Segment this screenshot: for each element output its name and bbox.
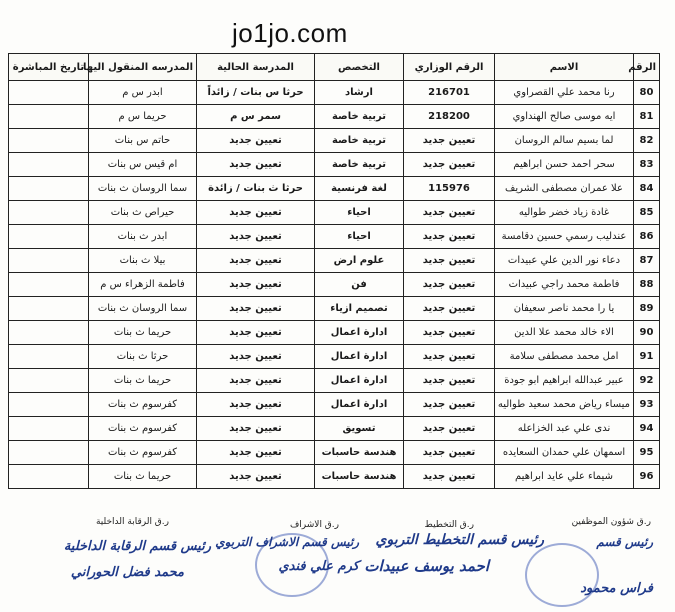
row-specialty: تربية خاصة (315, 153, 404, 177)
row-name: امل محمد مصطفى سلامة (495, 345, 634, 369)
row-number: 82 (634, 129, 660, 153)
row-start-date (9, 153, 89, 177)
signature-planning-head: رئيس قسم التخطيط التربوي (375, 532, 544, 548)
row-new-school: حريما ث بنات (89, 321, 197, 345)
row-current-school: تعيين جديد (197, 465, 315, 489)
table-row (9, 153, 660, 177)
table-row (9, 225, 660, 249)
table-row (9, 345, 660, 369)
row-ministry-no: تعيين جديد (404, 345, 495, 369)
row-new-school: حريما ث بنات (89, 369, 197, 393)
row-specialty: تربية خاصة (315, 105, 404, 129)
row-specialty: علوم ارض (315, 249, 404, 273)
row-name: علا عمران مصطفى الشريف (495, 177, 634, 201)
row-number: 91 (634, 345, 660, 369)
row-number: 88 (634, 273, 660, 297)
row-number: 92 (634, 369, 660, 393)
row-start-date (9, 201, 89, 225)
row-number: 96 (634, 465, 660, 489)
row-number: 81 (634, 105, 660, 129)
row-start-date (9, 393, 89, 417)
row-start-date (9, 417, 89, 441)
role-internal-audit: ر.ق الرقابة الداخلية (95, 517, 169, 527)
row-specialty: احياء (315, 225, 404, 249)
row-start-date (9, 465, 89, 489)
row-current-school: حرثا س بنات / زائداً (197, 81, 315, 105)
row-ministry-no: تعيين جديد (404, 465, 495, 489)
header-new-school: المدرسه المنقول اليها (89, 54, 197, 81)
table-row (9, 441, 660, 465)
row-name: ندى علي عبد الخزاعله (495, 417, 634, 441)
row-specialty: هندسة حاسبات (315, 465, 404, 489)
row-name: دعاء نور الدين علي عبيدات (495, 249, 634, 273)
row-name: شيماء علي عايد ابراهيم (495, 465, 634, 489)
row-new-school: سما الروسان ث بنات (89, 297, 197, 321)
row-start-date (9, 321, 89, 345)
row-start-date (9, 249, 89, 273)
row-specialty: ادارة اعمال (315, 345, 404, 369)
watermark-text: jo1jo.com (232, 18, 348, 48)
row-start-date (9, 297, 89, 321)
row-name: الاء خالد محمد علا الدين (495, 321, 634, 345)
row-new-school: بيلا ث بنات (89, 249, 197, 273)
row-number: 94 (634, 417, 660, 441)
table-header-row (9, 54, 660, 81)
row-current-school: تعيين جديد (197, 441, 315, 465)
row-ministry-no: تعيين جديد (404, 249, 495, 273)
header-specialty: التخصص (315, 54, 404, 81)
row-ministry-no: تعيين جديد (404, 393, 495, 417)
row-current-school: تعيين جديد (197, 393, 315, 417)
table-row (9, 417, 660, 441)
row-ministry-no: 218200 (404, 105, 495, 129)
row-start-date (9, 345, 89, 369)
row-start-date (9, 273, 89, 297)
row-ministry-no: تعيين جديد (404, 297, 495, 321)
row-specialty: لغة فرنسية (315, 177, 404, 201)
row-number: 80 (634, 81, 660, 105)
row-new-school: ابدر س م (89, 81, 197, 105)
row-specialty: هندسة حاسبات (315, 441, 404, 465)
row-start-date (9, 105, 89, 129)
table-row (9, 273, 660, 297)
row-ministry-no: تعيين جديد (404, 369, 495, 393)
row-name: لما بسيم سالم الروسان (495, 129, 634, 153)
row-number: 86 (634, 225, 660, 249)
row-new-school: حاتم س بنات (89, 129, 197, 153)
row-current-school: تعيين جديد (197, 297, 315, 321)
table-row (9, 201, 660, 225)
row-name: غادة زياد خضر طواليه (495, 201, 634, 225)
row-number: 90 (634, 321, 660, 345)
table-row (9, 177, 660, 201)
row-current-school: تعيين جديد (197, 273, 315, 297)
row-number: 85 (634, 201, 660, 225)
official-stamp (525, 543, 599, 607)
header-name: الاسم (495, 54, 634, 81)
row-new-school: ابدر ث بنات (89, 225, 197, 249)
row-new-school: ام قيس س بنات (89, 153, 197, 177)
signature-hr-name: فراس محمود (580, 581, 653, 596)
row-current-school: تعيين جديد (197, 225, 315, 249)
row-ministry-no: تعيين جديد (404, 321, 495, 345)
signature-supervision-head: رئيس قسم الاشراف التربوي (215, 535, 359, 549)
row-specialty: ادارة اعمال (315, 369, 404, 393)
row-name: فاطمة محمد راجي عبيدات (495, 273, 634, 297)
row-new-school: حريما ث بنات (89, 465, 197, 489)
row-new-school: كفرسوم ث بنات (89, 393, 197, 417)
row-new-school: كفرسوم ث بنات (89, 417, 197, 441)
row-number: 87 (634, 249, 660, 273)
row-new-school: حرثا ث بنات (89, 345, 197, 369)
row-new-school: حيراص ث بنات (89, 201, 197, 225)
signature-hr-head: رئيس قسم (596, 535, 653, 549)
table-row (9, 249, 660, 273)
table-row (9, 465, 660, 489)
signature-audit-head: رئيس قسم الرقابة الداخلية (63, 539, 211, 554)
row-start-date (9, 441, 89, 465)
row-number: 93 (634, 393, 660, 417)
row-start-date (9, 81, 89, 105)
staff-transfer-table (8, 53, 660, 489)
table-row (9, 81, 660, 105)
table-row (9, 393, 660, 417)
row-specialty: ادارة اعمال (315, 321, 404, 345)
row-start-date (9, 225, 89, 249)
row-current-school: سمر س م (197, 105, 315, 129)
row-current-school: تعيين جديد (197, 201, 315, 225)
row-specialty: ادارة اعمال (315, 393, 404, 417)
row-new-school: حريما س م (89, 105, 197, 129)
row-number: 83 (634, 153, 660, 177)
row-specialty: تسويق (315, 417, 404, 441)
row-ministry-no: تعيين جديد (404, 441, 495, 465)
row-ministry-no: تعيين جديد (404, 273, 495, 297)
row-name: ميساء رياض محمد سعيد طواليه (495, 393, 634, 417)
row-ministry-no: 115976 (404, 177, 495, 201)
row-specialty: تصميم ازياء (315, 297, 404, 321)
signature-audit-name: محمد فضل الحوراني (70, 565, 184, 580)
table-row (9, 321, 660, 345)
row-current-school: تعيين جديد (197, 417, 315, 441)
header-ministry-no: الرقم الوزاري (404, 54, 495, 81)
signature-supervision-name: كرم علي فندي (278, 559, 359, 574)
row-specialty: ارشاد (315, 81, 404, 105)
signature-planning-name: احمد يوسف عبيدات (364, 557, 489, 575)
header-num: الرقم (634, 54, 660, 81)
row-new-school: سما الروسان ث بنات (89, 177, 197, 201)
row-ministry-no: تعيين جديد (404, 417, 495, 441)
role-hr: ر.ق شؤون الموظفين (571, 517, 651, 527)
row-name: رنا محمد علي القصراوي (495, 81, 634, 105)
row-name: سحر احمد حسن ابراهيم (495, 153, 634, 177)
row-ministry-no: تعيين جديد (404, 201, 495, 225)
row-current-school: حرثا ث بنات / زائدة (197, 177, 315, 201)
row-ministry-no: تعيين جديد (404, 129, 495, 153)
row-current-school: تعيين جديد (197, 153, 315, 177)
row-specialty: احياء (315, 201, 404, 225)
row-name: اسمهان علي حمدان السعايده (495, 441, 634, 465)
row-current-school: تعيين جديد (197, 345, 315, 369)
row-name: عندليب رسمي حسين دقامسة (495, 225, 634, 249)
row-start-date (9, 129, 89, 153)
row-ministry-no: تعيين جديد (404, 225, 495, 249)
header-current-school: المدرسة الحالية (197, 54, 315, 81)
role-supervision: ر.ق الاشراف (289, 520, 339, 530)
row-start-date (9, 369, 89, 393)
row-name: ايه موسى صالح الهنداوي (495, 105, 634, 129)
row-current-school: تعيين جديد (197, 129, 315, 153)
table-row (9, 129, 660, 153)
table-row (9, 369, 660, 393)
row-new-school: فاطمة الزهراء س م (89, 273, 197, 297)
row-ministry-no: تعيين جديد (404, 153, 495, 177)
row-specialty: فن (315, 273, 404, 297)
row-number: 84 (634, 177, 660, 201)
row-name: عبير عبدالله ابراهيم ابو جودة (495, 369, 634, 393)
signature-block (8, 515, 659, 612)
row-start-date (9, 177, 89, 201)
header-start-date: تاريخ المباشرة (9, 54, 89, 81)
row-ministry-no: 216701 (404, 81, 495, 105)
table-row (9, 105, 660, 129)
row-current-school: تعيين جديد (197, 321, 315, 345)
row-specialty: تربية خاصة (315, 129, 404, 153)
role-planning: ر.ق التخطيط (424, 520, 474, 530)
row-current-school: تعيين جديد (197, 369, 315, 393)
row-number: 95 (634, 441, 660, 465)
row-name: يا را محمد ناصر سعيفان (495, 297, 634, 321)
table-row (9, 297, 660, 321)
row-new-school: كفرسوم ث بنات (89, 441, 197, 465)
row-current-school: تعيين جديد (197, 249, 315, 273)
row-number: 89 (634, 297, 660, 321)
